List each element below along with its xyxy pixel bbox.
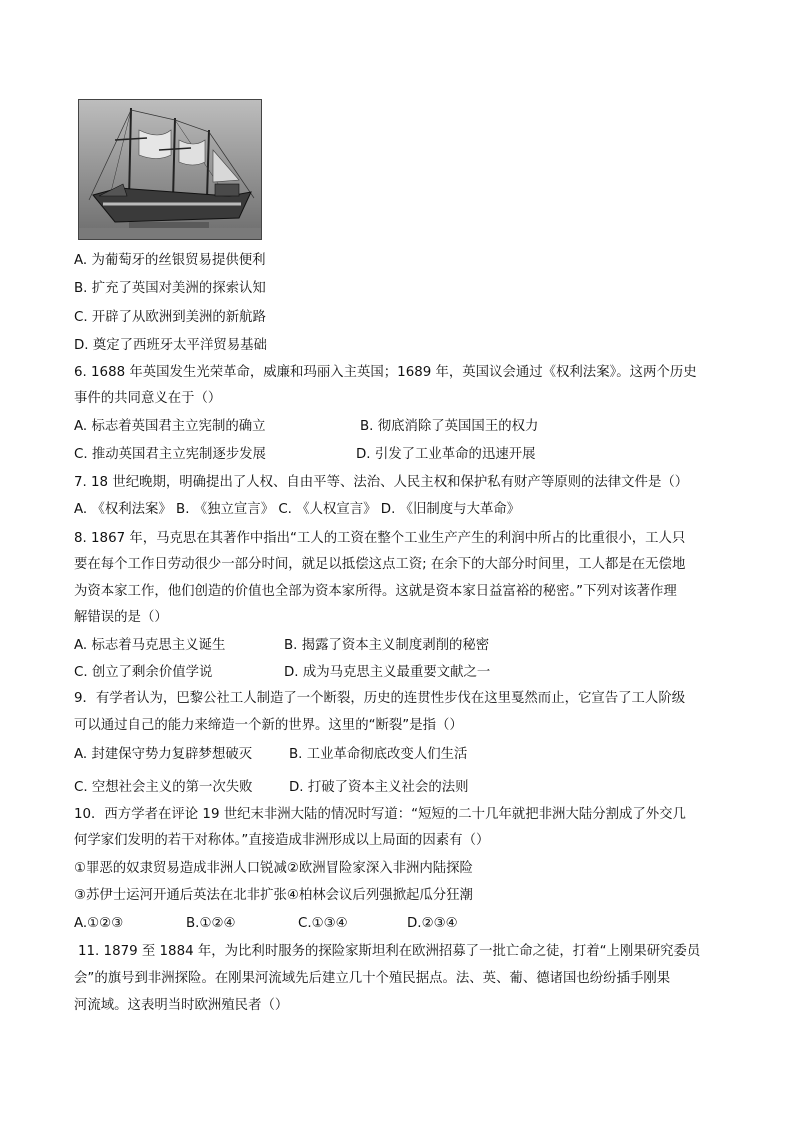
q10-option-c: C.①③④: [298, 916, 348, 931]
q5-option-d: D. 奠定了西班牙太平洋贸易基础: [74, 338, 267, 353]
sailing-ship-photo: [78, 99, 262, 240]
q10-option-a: A.①②③: [74, 916, 124, 931]
q6-option-c: C. 推动英国君主立宪制逐步发展: [74, 447, 266, 462]
q11-stem-line-2: 会”的旗号到非洲探险。在刚果河流域先后建立几十个殖民据点。法、英、葡、德诸国也纷纷插手刚果: [74, 971, 671, 986]
q9-stem-line-1: 9．有学者认为，巴黎公社工人制造了一个断裂，历史的连贯性步伐在这里戛然而止，它宣告了工人阶级: [74, 691, 686, 706]
q10-item-line-1: ①罪恶的奴隶贸易造成非洲人口锐减②欧洲冒险家深入非洲内陆探险: [74, 861, 473, 876]
q8-option-d: D. 成为马克思主义最重要文献之一: [284, 665, 491, 680]
q10-item-line-2: ③苏伊士运河开通后英法在北非扩张④柏林会议后列强掀起瓜分狂潮: [74, 888, 473, 903]
q9-stem-line-2: 可以通过自己的能力来缔造一个新的世界。这里的“断裂”是指（）: [74, 718, 463, 733]
q8-option-a: A. 标志着马克思主义诞生: [74, 638, 226, 653]
q8-stem-line-1: 8. 1867 年，马克思在其著作中指出“工人的工资在整个工业生产产生的利润中所占的比重很小，工人只: [74, 531, 686, 546]
q11-stem-line-3: 河流域。这表明当时欧洲殖民者（）: [74, 998, 289, 1013]
q9-option-c: C. 空想社会主义的第一次失败: [74, 780, 253, 795]
q6-stem-line-2: 事件的共同意义在于（）: [74, 391, 222, 406]
sailing-ship-icon: [79, 100, 261, 239]
q10-stem-line-2: 何学家们发明的若干对称体。”直接造成非洲形成以上局面的因素有（）: [74, 833, 490, 848]
q8-stem-line-3: 为资本家工作，他们创造的价值也全部为资本家所得。这就是资本家日益富裕的秘密。”下列对该著作理: [74, 584, 677, 599]
q9-option-a: A. 封建保守势力复辟梦想破灭: [74, 747, 253, 762]
q5-option-c: C. 开辟了从欧洲到美洲的新航路: [74, 310, 266, 325]
q10-stem-line-1: 10．西方学者在评论 19 世纪末非洲大陆的情况时写道：“短短的二十几年就把非洲大陆分割成了外交几: [74, 807, 686, 822]
q7-options: A. 《权利法案》 B. 《独立宣言》 C. 《人权宣言》 D. 《旧制度与大革命》: [74, 502, 521, 517]
q6-option-a: A. 标志着英国君主立宪制的确立: [74, 419, 266, 434]
q8-stem-line-4: 解错误的是（）: [74, 610, 168, 625]
q10-option-b: B.①②④: [186, 916, 236, 931]
q7-stem: 7. 18 世纪晚期，明确提出了人权、自由平等、法治、人民主权和保护私有财产等原则的法律文件是（）: [74, 475, 689, 490]
q8-option-b: B. 揭露了资本主义制度剥削的秘密: [284, 638, 490, 653]
q6-stem-line-1: 6. 1688 年英国发生光荣革命，威廉和玛丽入主英国；1689 年，英国议会通过《权利法案》。这两个历史: [74, 365, 697, 380]
q10-option-d: D.②③④: [407, 916, 458, 931]
q9-option-b: B. 工业革命彻底改变人们生活: [289, 747, 468, 762]
q6-option-b: B. 彻底消除了英国国王的权力: [360, 419, 539, 434]
q5-option-a: A. 为葡萄牙的丝银贸易提供便利: [74, 253, 266, 268]
q6-option-d: D. 引发了工业革命的迅速开展: [356, 447, 536, 462]
q5-option-b: B. 扩充了英国对美洲的探索认知: [74, 281, 266, 296]
q9-option-d: D. 打破了资本主义社会的法则: [289, 780, 469, 795]
q8-option-c: C. 创立了剩余价值学说: [74, 665, 213, 680]
q8-stem-line-2: 要在每个工作日劳动很少一部分时间，就足以抵偿这点工资; 在余下的大部分时间里，工人都是在无偿地: [74, 557, 686, 572]
q11-stem-line-1: 11. 1879 至 1884 年，为比利时服务的探险家斯坦利在欧洲招募了一批亡命之徒，打着“上刚果研究委员: [78, 944, 701, 959]
